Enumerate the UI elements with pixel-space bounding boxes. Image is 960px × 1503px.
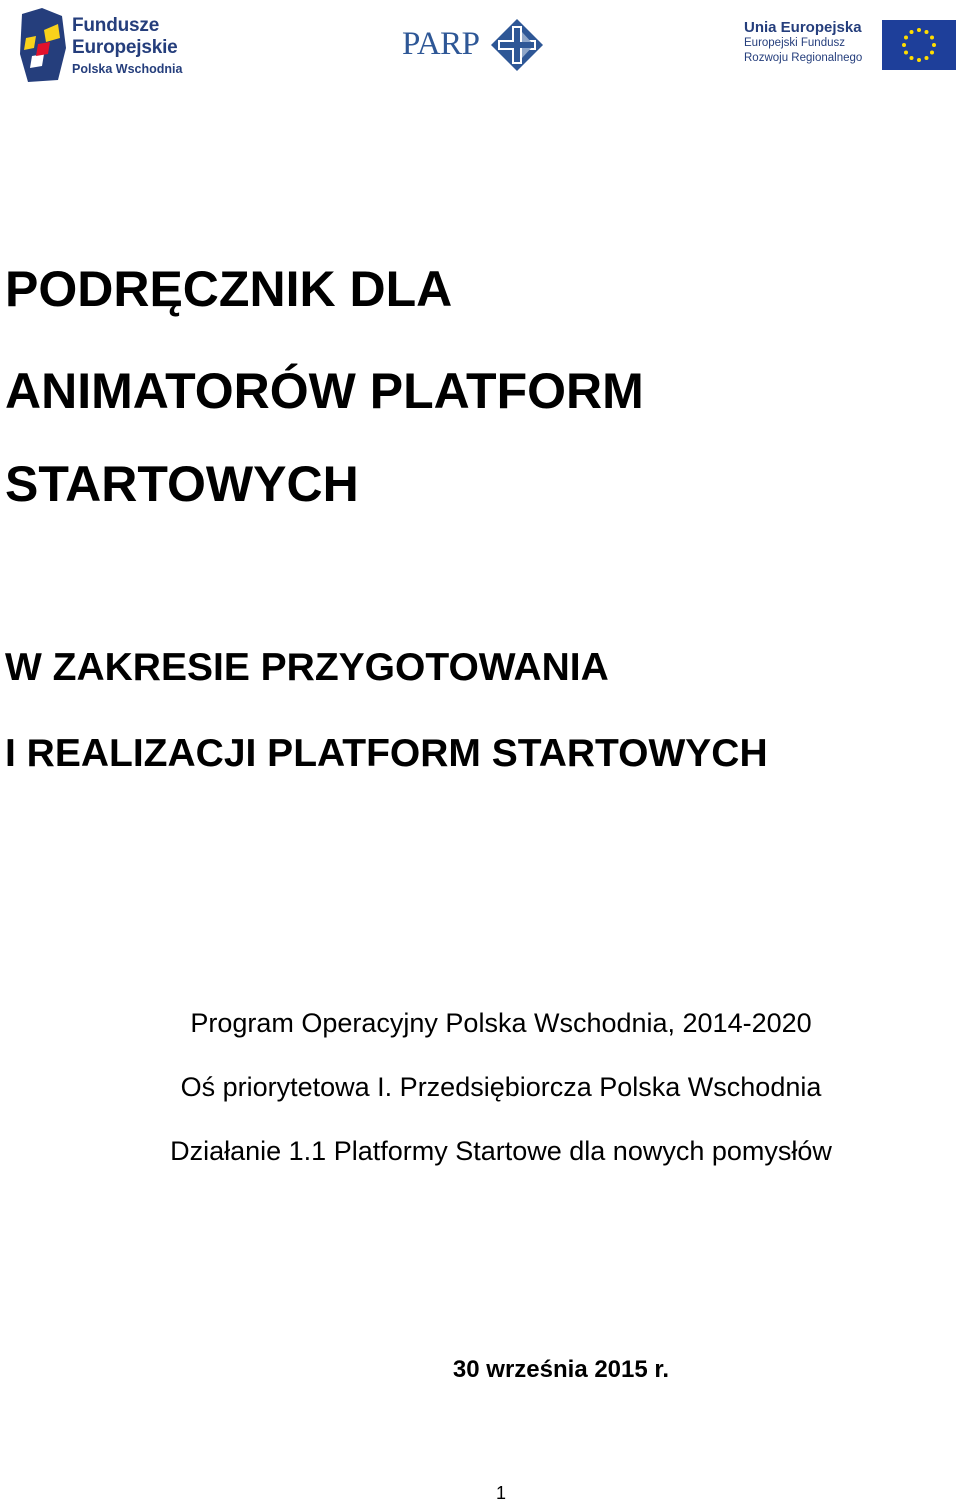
program-name: Program Operacyjny Polska Wschodnia, 2014-2020 bbox=[190, 1008, 812, 1038]
main-title-line3: STARTOWYCH bbox=[5, 456, 359, 512]
eu-logo-line2: Europejski Fundusz bbox=[744, 37, 845, 49]
page-number: 1 bbox=[495, 1483, 506, 1503]
fe-logo-line1: Fundusze bbox=[72, 15, 160, 36]
parp-logo bbox=[402, 18, 547, 72]
fe-logo-line3: Polska Wschodnia bbox=[72, 62, 183, 76]
parp-emblem-icon bbox=[490, 18, 544, 72]
priority-axis: Oś priorytetowa I. Przedsiębiorcza Polska Wschodnia bbox=[180, 1072, 822, 1102]
action-name: Działanie 1.1 Platformy Startowe dla nowych pomysłów bbox=[170, 1136, 832, 1166]
fundusze-europejskie-logo bbox=[18, 8, 208, 84]
main-title-line2: ANIMATORÓW PLATFORM bbox=[5, 363, 644, 419]
eu-logo-line1: Unia Europejska bbox=[744, 19, 862, 36]
subtitle-line1: W ZAKRESIE PRZYGOTOWANIA bbox=[5, 646, 609, 689]
fe-emblem-icon bbox=[18, 8, 70, 84]
document-date: 30 września 2015 r. bbox=[452, 1356, 670, 1383]
subtitle-line2: I REALIZACJI PLATFORM STARTOWYCH bbox=[5, 732, 768, 775]
eu-flag-icon bbox=[882, 20, 956, 70]
fe-logo-line2: Europejskie bbox=[72, 37, 178, 58]
parp-logo-text: PARP bbox=[402, 26, 480, 62]
eu-logo bbox=[744, 18, 956, 72]
eu-logo-line3: Rozwoju Regionalnego bbox=[744, 51, 863, 64]
main-title-line1: PODRĘCZNIK DLA bbox=[5, 261, 453, 317]
